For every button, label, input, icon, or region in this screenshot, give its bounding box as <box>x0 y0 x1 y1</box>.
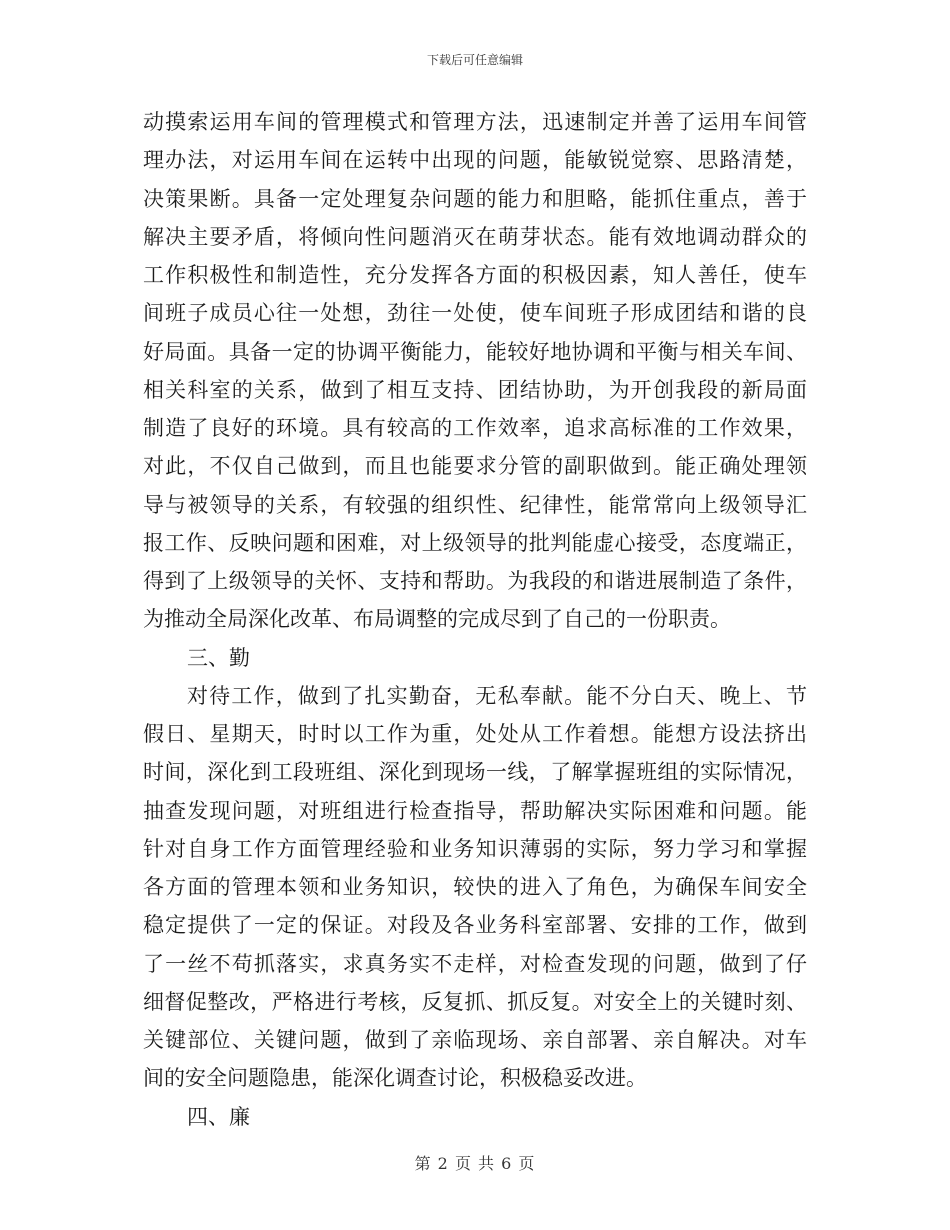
body-line: 了一丝不苟抓落实，求真务实不走样，对检查发现的问题，做到了仔 <box>143 951 807 976</box>
document-body <box>143 103 807 1136</box>
body-line: 对待工作，做到了扎实勤奋，无私奉献。能不分白天、晚上、节 <box>187 683 807 708</box>
body-line: 得到了上级领导的关怀、支持和帮助。为我段的和谐进展制造了条件， <box>143 569 807 593</box>
section-heading: 四、廉 <box>187 1104 250 1129</box>
section-heading: 三、勤 <box>187 645 250 670</box>
page-footer: 第 2 页 共 6 页 <box>414 1154 536 1173</box>
body-line: 制造了良好的环境。具有较高的工作效率，追求高标准的工作效果， <box>143 416 807 440</box>
body-line: 针对自身工作方面管理经验和业务知识薄弱的实际，努力学习和掌握 <box>143 836 807 861</box>
body-line: 各方面的管理本领和业务知识，较快的进入了角色，为确保车间安全 <box>143 875 807 899</box>
body-line: 为推动全局深化改革、布局调整的完成尽到了自己的一份职责。 <box>143 607 731 632</box>
body-line: 理办法，对运用车间在运转中出现的问题，能敏锐觉察、思路清楚， <box>143 148 807 173</box>
body-line: 假日、星期天，时时以工作为重，处处从工作着想。能想方设法挤出 <box>143 722 807 746</box>
body-line: 报工作、反映问题和困难，对上级领导的批判能虚心接受，态度端正， <box>143 530 807 555</box>
body-line: 间的安全问题隐患，能深化调查讨论，积极稳妥改进。 <box>143 1066 647 1091</box>
body-line: 对此，不仅自己做到，而且也能要求分管的副职做到。能正确处理领 <box>143 454 807 479</box>
body-line: 关键部位、关键问题，做到了亲临现场、亲自部署、亲自解决。对车 <box>143 1028 807 1052</box>
body-line: 好局面。具备一定的协调平衡能力，能较好地协调和平衡与相关车间、 <box>143 339 807 364</box>
body-line: 时间，深化到工段班组、深化到现场一线，了解掌握班组的实际情况， <box>143 760 807 785</box>
page-header: 下载后可任意编辑 <box>426 53 523 67</box>
body-line: 间班子成员心往一处想，劲往一处使，使车间班子形成团结和谐的良 <box>143 301 807 326</box>
body-line: 稳定提供了一定的保证。对段及各业务科室部署、安排的工作，做到 <box>143 913 807 938</box>
body-line: 抽查发现问题，对班组进行检查指导，帮助解决实际困难和问题。能 <box>143 798 807 823</box>
body-line: 动摸索运用车间的管理模式和管理方法，迅速制定并善了运用车间管 <box>143 110 807 134</box>
body-line: 导与被领导的关系，有较强的组织性、纪律性，能常常向上级领导汇 <box>143 492 807 517</box>
body-line: 工作积极性和制造性，充分发挥各方面的积极因素，知人善任，使车 <box>143 263 807 287</box>
body-line: 决策果断。具备一定处理复杂问题的能力和胆略，能抓住重点，善于 <box>143 186 807 211</box>
body-line: 解决主要矛盾，将倾向性问题消灭在萌芽状态。能有效地调动群众的 <box>143 224 807 249</box>
body-line: 细督促整改，严格进行考核，反复抓、抓反复。对安全上的关键时刻、 <box>143 989 807 1014</box>
body-line: 相关科室的关系，做到了相互支持、团结协助，为开创我段的新局面 <box>143 377 807 402</box>
